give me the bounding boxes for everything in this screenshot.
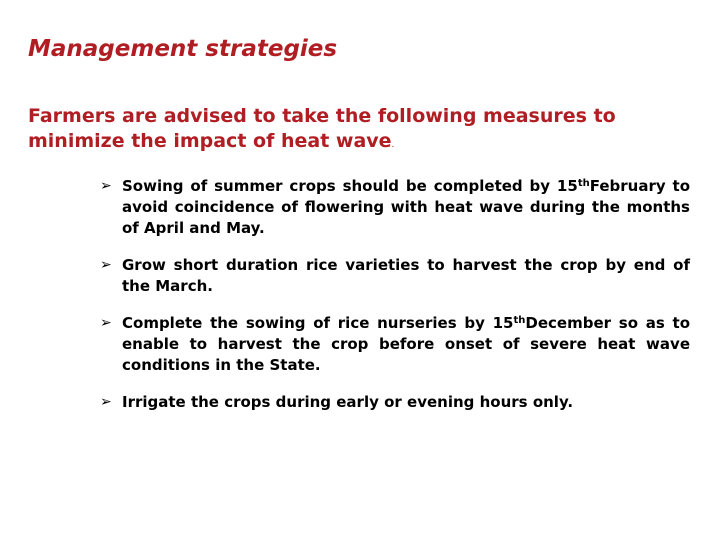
measures-list: [100, 176, 690, 429]
intro-text: Farmers are advised to take the following measures to minimize the impact of heat wave: [28, 105, 616, 152]
list-item-text: December so as to enable to harvest the crop before onset of severe heat wave conditions in the State.: [122, 314, 691, 374]
list-item: [100, 176, 690, 239]
list-item-text: Irrigate the crops during early or evening hours only.: [122, 393, 574, 411]
page-title: Management strategies: [28, 36, 338, 62]
ordinal-suffix: th: [577, 178, 590, 189]
arrow-bullet-icon: ➢: [100, 315, 112, 331]
arrow-bullet-icon: ➢: [100, 394, 112, 410]
list-item-text: Sowing of summer crops should be completed by 15: [122, 177, 578, 195]
intro-paragraph: [28, 104, 698, 158]
list-item: [100, 313, 690, 376]
list-item-text: February to avoid coincidence of flowering with heat wave during the months of April and May.: [122, 177, 690, 237]
list-item: [100, 255, 690, 297]
intro-period: .: [391, 140, 395, 150]
list-item: [100, 392, 690, 413]
list-item-text: Complete the sowing of rice nurseries by 15: [122, 314, 514, 332]
arrow-bullet-icon: ➢: [100, 178, 112, 194]
ordinal-suffix: th: [513, 315, 526, 326]
arrow-bullet-icon: ➢: [100, 257, 112, 273]
list-item-text: Grow short duration rice varieties to harvest the crop by end of the March.: [122, 256, 690, 295]
